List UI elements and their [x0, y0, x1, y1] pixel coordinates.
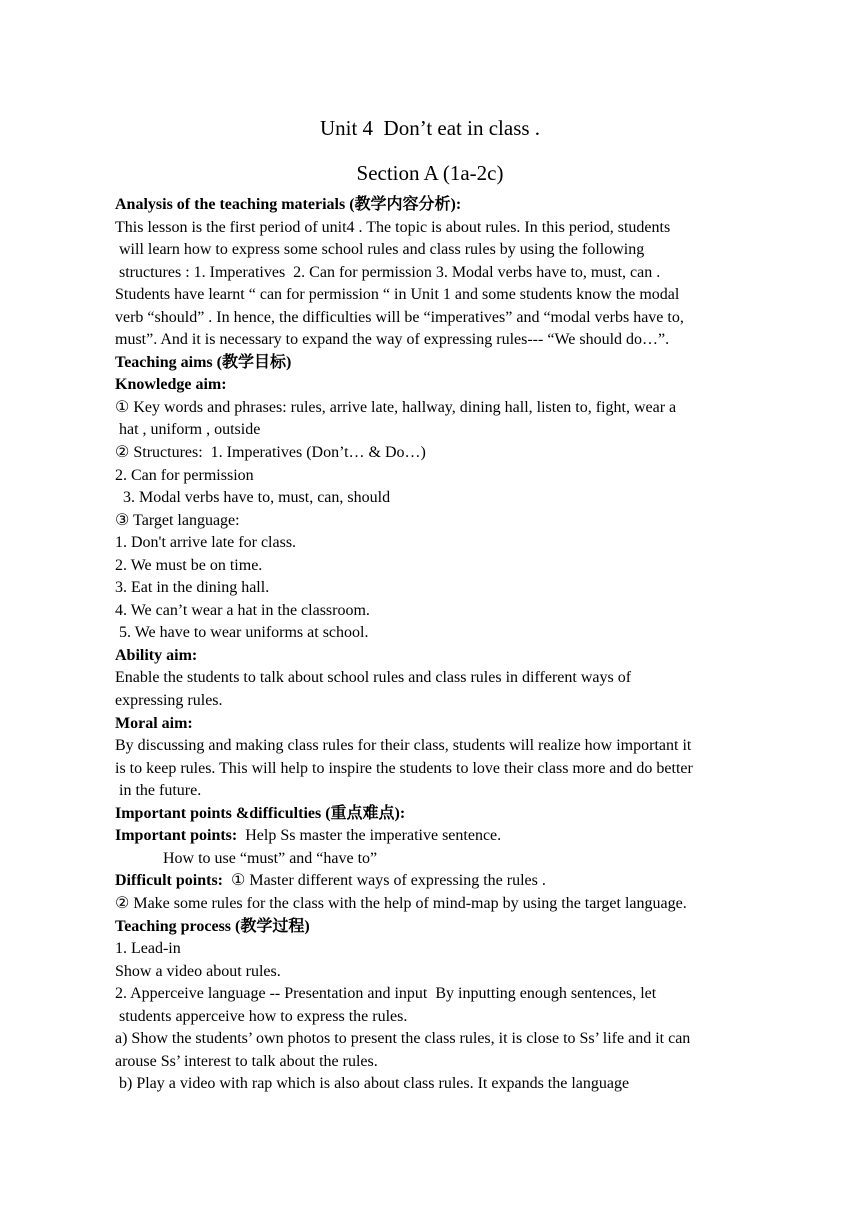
text-line: ② Make some rules for the class with the help of mind-map by using the target language.	[115, 894, 687, 912]
text-line	[115, 870, 775, 893]
text-line: How to use “must” and “have to”	[115, 849, 378, 867]
text-line	[115, 825, 775, 848]
text-line: Show a video about rules.	[115, 962, 281, 980]
text-line: must”. And it is necessary to expand the way of expressing rules--- “We should do…”.	[115, 331, 670, 349]
text-line: ③ Target language:	[115, 511, 240, 529]
text-line: hat , uniform , outside	[115, 421, 261, 439]
text-line: 1. Don't arrive late for class.	[115, 534, 297, 552]
text-line: will learn how to express some school rules and class rules by using the following	[115, 241, 645, 259]
text-line: Students have learnt “ can for permission “ in Unit 1 and some students know the modal	[115, 286, 680, 304]
section-heading: Analysis of the teaching materials (教学内容分析):	[115, 196, 462, 213]
text-line: ② Structures: 1. Imperatives (Don’t… & Do…)	[115, 444, 426, 462]
text-line: Enable the students to talk about school rules and class rules in different ways of	[115, 669, 632, 687]
section-heading: Moral aim:	[115, 714, 193, 732]
document-body	[115, 194, 775, 1096]
text-line: 2. Apperceive language -- Presentation and input By inputting enough sentences, let	[115, 985, 657, 1003]
text-line: is to keep rules. This will help to inspire the students to love their class more and do better	[115, 759, 693, 777]
text-line: 2. We must be on time.	[115, 556, 263, 574]
document-title: Unit 4 Don’t eat in class .	[319, 116, 541, 140]
text-line: 3. Modal verbs have to, must, can, should	[115, 489, 391, 507]
text-line: 1. Lead-in	[115, 940, 181, 958]
inline-text: ① Master different ways of expressing the rules .	[223, 872, 546, 890]
text-line: in the future.	[115, 782, 202, 800]
text-line: b) Play a video with rap which is also about class rules. It expands the language	[115, 1075, 630, 1093]
text-line: 3. Eat in the dining hall.	[115, 579, 270, 597]
text-line: expressing rules.	[115, 692, 223, 710]
inline-label: Difficult points:	[115, 872, 223, 890]
document-subtitle: Section A (1a-2c)	[356, 161, 504, 185]
inline-text: Help Ss master the imperative sentence.	[237, 827, 502, 845]
text-line: 4. We can’t wear a hat in the classroom.	[115, 601, 370, 619]
text-line: arouse Ss’ interest to talk about the rules.	[115, 1052, 378, 1070]
text-line: verb “should” . In hence, the difficulties will be “imperatives” and “modal verbs have to,	[115, 308, 684, 326]
text-line: 2. Can for permission	[115, 466, 254, 484]
text-line: 5. We have to wear uniforms at school.	[115, 624, 369, 642]
section-heading: Knowledge aim:	[115, 376, 227, 394]
text-line: a) Show the students’ own photos to present the class rules, it is close to Ss’ life and it can	[115, 1030, 691, 1048]
text-line: ① Key words and phrases: rules, arrive late, hallway, dining hall, listen to, fight, wear a	[115, 398, 677, 416]
text-line: structures : 1. Imperatives 2. Can for permission 3. Modal verbs have to, must, can .	[115, 263, 661, 281]
text-line: By discussing and making class rules for their class, students will realize how important it	[115, 737, 692, 755]
section-heading: Important points &difficulties (重点难点):	[115, 804, 406, 822]
inline-label: Important points:	[115, 827, 238, 845]
section-heading: Teaching process (教学过程)	[115, 917, 310, 935]
section-heading: Ability aim:	[115, 646, 198, 664]
section-heading: Teaching aims (教学目标)	[115, 353, 292, 371]
text-line: students apperceive how to express the rules.	[115, 1007, 408, 1025]
text-line: This lesson is the first period of unit4 . The topic is about rules. In this period, students	[115, 218, 671, 236]
